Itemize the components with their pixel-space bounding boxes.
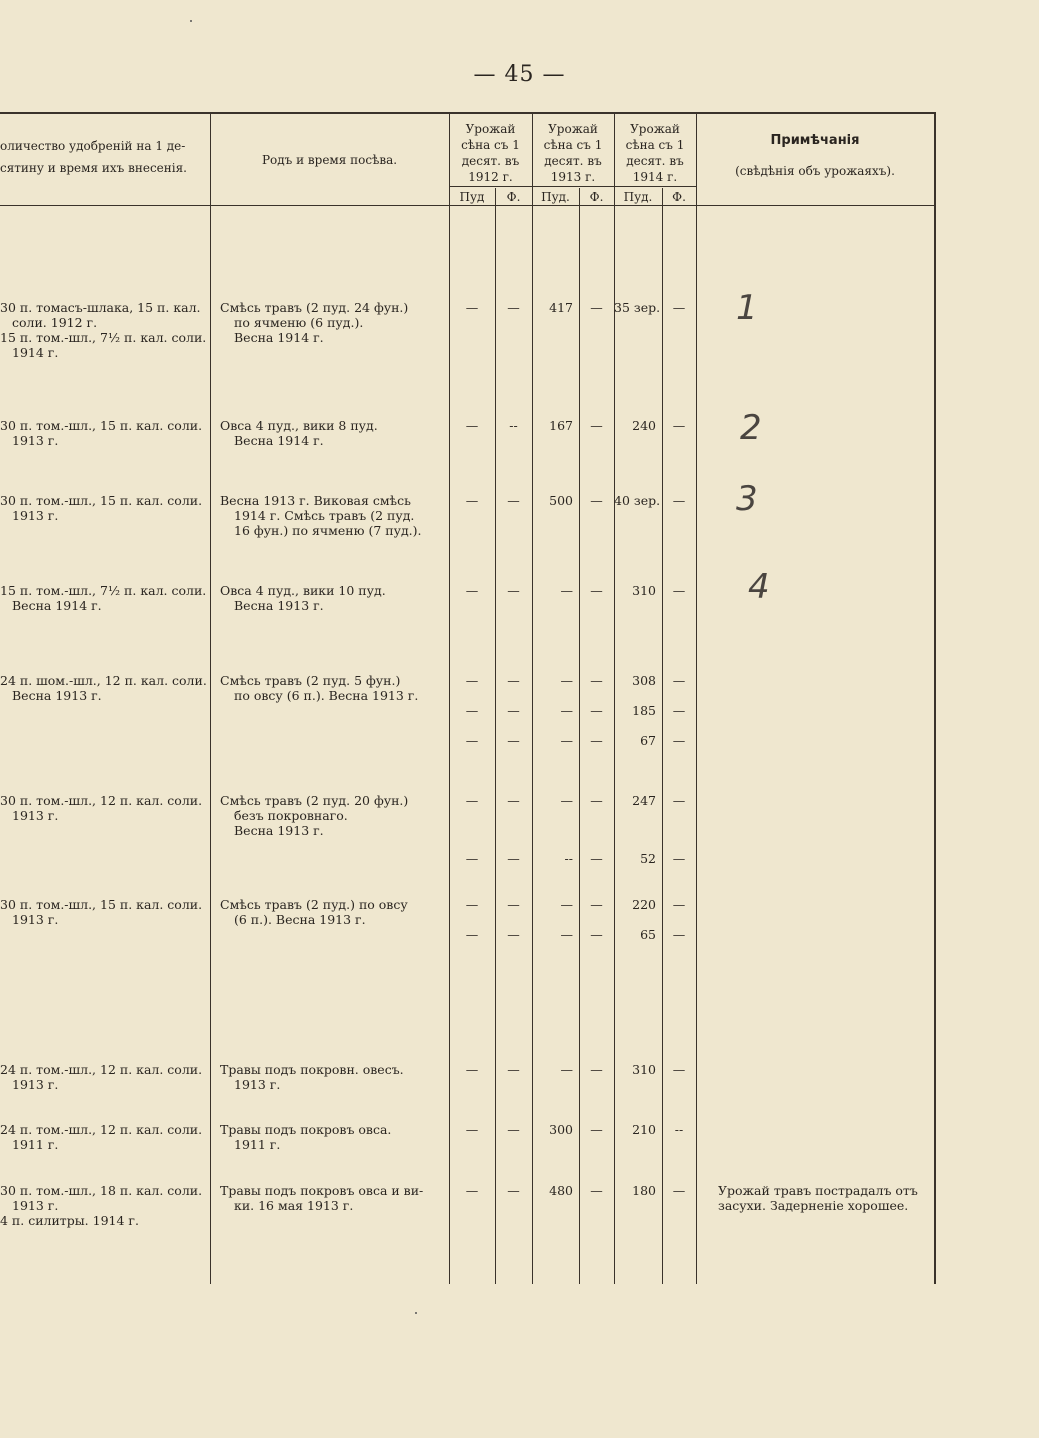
yield-value: — [507,793,520,808]
yield-value: — [560,733,573,748]
yield-value: 247 [632,793,656,808]
yield-value: — [672,851,686,866]
yield-value: — [672,1062,686,1077]
yield-value: — [590,1183,603,1198]
fertilizer-line: 4 п. силитры. 1914 г. [0,1213,139,1228]
yield-value: — [465,1062,479,1077]
crop-line: Травы подъ покровъ овса и ви- [220,1183,424,1198]
yield-value: 67 [640,733,656,748]
yield-value: — [590,927,603,942]
yield-value: — [672,583,686,598]
yield-value: — [465,703,479,718]
col-divider [696,114,697,1284]
yield-value: — [560,927,573,942]
yield-value: 35 зер. [614,300,661,315]
crop-line: Травы подъ покровъ овса. [220,1122,392,1137]
fertilizer-line: 15 п. том.-шл., 7½ п. кал. соли. [0,330,207,345]
yield-value: — [590,583,603,598]
note-line: засухи. Задерненіе хорошее. [718,1198,909,1213]
subheader-pud-1914: Пуд. [623,190,653,204]
yield-value: — [507,493,520,508]
header-line: Урожай [548,122,598,136]
yield-value: — [672,897,686,912]
yield-value: 167 [549,418,573,433]
yield-value: — [465,793,479,808]
col-divider [614,114,615,1284]
fertilizer-line: 1913 г. [12,1077,59,1092]
yield-value: — [507,1062,520,1077]
fertilizer-line: 30 п. том.-шл., 12 п. кал. соли. [0,793,203,808]
crop-line: Смѣсь травъ (2 пуд.) по овсу [220,897,408,912]
yield-value: — [672,927,686,942]
yield-value: -- [674,1122,684,1137]
yield-value: — [560,703,573,718]
yield-value: — [590,733,603,748]
header-line: Урожай [630,122,680,136]
yield-value: — [507,300,520,315]
yield-value: -- [509,418,518,433]
yield-value: — [590,851,603,866]
yield-value: — [560,897,573,912]
yield-value: 210 [632,1122,656,1137]
yield-value: — [465,300,479,315]
header-line: десят. въ [544,154,602,168]
header-line: 1914 г. [632,170,678,184]
yield-value: 310 [632,583,656,598]
fertilizer-line: 1911 г. [12,1137,59,1152]
yield-value: — [507,1183,520,1198]
yield-value: — [507,733,520,748]
yield-value: — [560,583,573,598]
yield-value: — [590,897,603,912]
col-divider [934,114,936,1284]
header-line: сѣна съ 1 [543,138,603,152]
fertilizer-line: 30 п. том.-шл., 15 п. кал. соли. [0,493,203,508]
fertilizer-line: 30 п. том.-шл., 18 п. кал. соли. [0,1183,203,1198]
header-yield-1913 [532,121,614,185]
crop-line: Весна 1913 г. Виковая смѣсь [220,493,411,508]
fertilizer-line: 30 п. том.-шл., 15 п. кал. соли. [0,897,203,912]
yield-value: 52 [640,851,656,866]
yield-value: 308 [632,673,656,688]
crop-line: по овсу (6 п.). Весна 1913 г. [234,688,419,703]
crop-line: Смѣсь травъ (2 пуд. 20 фун.) [220,793,409,808]
yield-value: 500 [549,493,573,508]
fertilizer-line: 15 п. том.-шл., 7½ п. кал. соли. [0,583,207,598]
crop-line: Весна 1913 г. [234,598,324,613]
yield-value: 40 зер. [614,493,661,508]
fertilizer-line: 1913 г. [12,912,59,927]
handwritten-row-number: 1 [736,288,758,328]
yield-value: — [507,927,520,942]
yield-value: — [465,1183,479,1198]
yield-value: 180 [632,1183,656,1198]
yield-value: — [672,793,686,808]
crop-line: Смѣсь травъ (2 пуд. 5 фун.) [220,673,401,688]
yield-value: — [590,793,603,808]
handwritten-row-number: 4 [748,567,770,607]
fertilizer-line: 1913 г. [12,808,59,823]
fertilizer-line: 24 п. шом.-шл., 12 п. кал. соли. [0,673,207,688]
yield-value: 65 [640,927,656,942]
fertilizer-line: 1913 г. [12,1198,59,1213]
yield-value: — [590,300,603,315]
yield-value: — [560,1062,573,1077]
yield-value: — [465,493,479,508]
header-yield-1914 [614,121,696,185]
crop-line: Весна 1914 г. [234,433,324,448]
yield-value: — [590,1062,603,1077]
fertilizer-line: 30 п. томасъ-шлака, 15 п. кал. [0,300,201,315]
yield-value: — [507,851,520,866]
crop-line: безъ покровнаго. [234,808,348,823]
crop-line: 1914 г. Смѣсь травъ (2 пуд. [234,508,415,523]
header-line: сѣна съ 1 [625,138,685,152]
header-notes-subtitle: (свѣдѣнія объ урожаяхъ). [735,164,895,178]
yield-value: — [465,927,479,942]
fertilizer-line: 24 п. том.-шл., 12 п. кал. соли. [0,1062,203,1077]
header-bottom-rule [0,205,936,206]
header-crop: Родъ и время посѣва. [261,153,398,167]
header-line: 1913 г. [550,170,596,184]
subheader-pud-1913: Пуд. [541,190,570,204]
handwritten-row-number: 3 [736,479,758,519]
yield-value: 310 [632,1062,656,1077]
yield-value: 417 [549,300,573,315]
fertilizer-line: 1913 г. [12,433,59,448]
yield-value: — [672,1183,686,1198]
yield-value: — [507,703,520,718]
header-line: десят. въ [461,154,520,168]
crop-line: Весна 1913 г. [234,823,324,838]
header-notes-title: Примѣчанія [770,133,860,148]
yield-value: 480 [549,1183,573,1198]
fertilizer-line: Весна 1913 г. [12,688,102,703]
fertilizer-line: 1914 г. [12,345,59,360]
fertilizer-line: соли. 1912 г. [12,315,98,330]
yield-value: 185 [632,703,656,718]
fertilizer-line: Весна 1914 г. [12,598,102,613]
yield-value: — [507,583,520,598]
yield-value: — [507,897,520,912]
header-line: Урожай [465,122,516,136]
yield-value: — [465,897,479,912]
crop-line: (6 п.). Весна 1913 г. [234,912,366,927]
yield-value: — [465,583,479,598]
crop-line: ки. 16 мая 1913 г. [234,1198,354,1213]
yield-value: — [590,673,603,688]
subheader-f-1914: Ф. [672,190,686,204]
subheader-f-1913: Ф. [589,190,604,204]
col-divider [532,114,533,1284]
yield-value: -- [564,851,573,866]
yield-value: — [672,673,686,688]
yield-value: — [465,851,479,866]
yield-value: — [672,703,686,718]
crop-line: 1913 г. [234,1077,281,1092]
yield-value: — [560,793,573,808]
yield-value: 240 [632,418,656,433]
yield-value: — [465,733,479,748]
header-line: десят. въ [626,154,684,168]
yield-value: — [560,673,573,688]
header-fertilizer-line: оличество удобреній на 1 де- [0,139,186,153]
header-line: сѣна съ 1 [461,138,520,152]
crop-line: по ячменю (6 пуд.). [234,315,364,330]
page-number: — 45 — [473,62,566,87]
yield-value: — [465,1122,479,1137]
fertilizer-line: 30 п. том.-шл., 15 п. кал. соли. [0,418,203,433]
yield-value: — [590,703,603,718]
subheader-pud-1912: Пуд [459,190,485,204]
yield-value: 300 [549,1122,573,1137]
header-line: 1912 г. [468,170,513,184]
yield-value: — [507,673,520,688]
header-fertilizer [0,138,210,176]
note-line: Урожай травъ пострадалъ отъ [718,1183,918,1198]
yield-value: — [465,418,479,433]
header-yield-1912 [449,121,532,185]
yield-value: — [465,673,479,688]
crop-line: Травы подъ покровн. овесъ. [220,1062,404,1077]
yield-value: 220 [632,897,656,912]
crop-line: Овса 4 пуд., вики 8 пуд. [220,418,378,433]
fertilizer-line: 24 п. том.-шл., 12 п. кал. соли. [0,1122,203,1137]
header-fertilizer-line: сятину и время ихъ внесенія. [0,161,187,175]
yield-value: — [672,733,686,748]
yield-value: — [590,418,603,433]
paper-speck [190,20,192,22]
fertilizer-line: 1913 г. [12,508,59,523]
yield-value: — [672,300,686,315]
handwritten-row-number: 2 [740,408,762,448]
table-top-rule [0,112,936,114]
crop-line: Овса 4 пуд., вики 10 пуд. [220,583,386,598]
yield-value: — [590,493,603,508]
paper-speck [415,1312,417,1314]
crop-line: Весна 1914 г. [234,330,324,345]
subheader-f-1912: Ф. [506,190,521,204]
crop-line: Смѣсь травъ (2 пуд. 24 фун.) [220,300,409,315]
crop-line: 16 фун.) по ячменю (7 пуд.). [234,523,422,538]
subheader-rule [449,186,696,187]
yield-value: — [590,1122,603,1137]
yield-value: — [507,1122,520,1137]
crop-line: 1911 г. [234,1137,281,1152]
yield-value: — [672,493,686,508]
yield-value: — [672,418,686,433]
